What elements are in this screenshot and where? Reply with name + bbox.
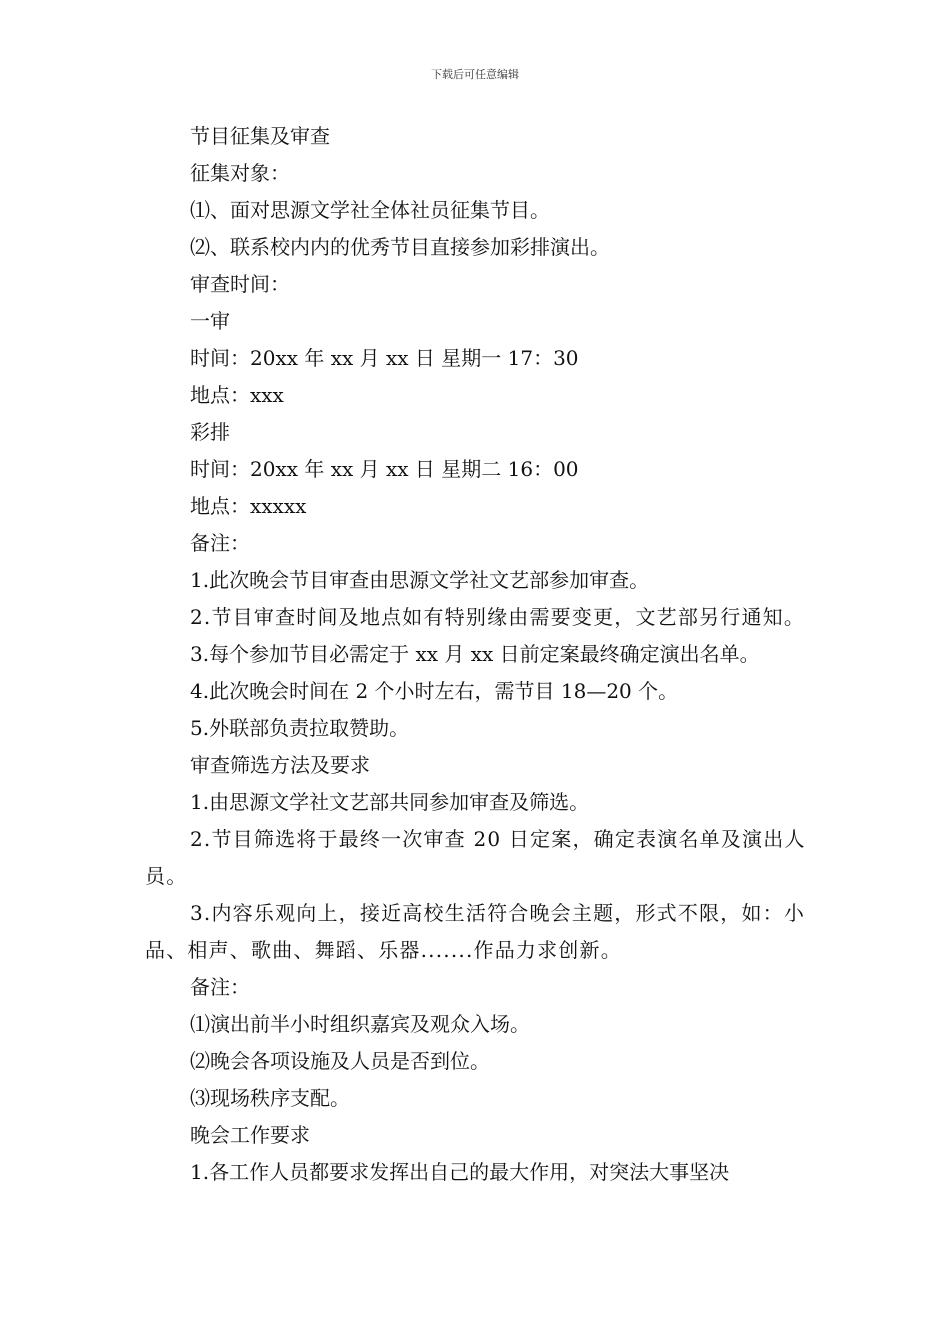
text-line: 时间：20xx 年 xx 月 xx 日 星期一 17：30 xyxy=(190,346,579,370)
text-line: 地点：xxxxx xyxy=(190,494,307,518)
text-line: 地点：xxx xyxy=(190,383,284,407)
section-heading: 节目征集及审查 xyxy=(190,124,330,148)
subheading: 审查时间： xyxy=(190,272,290,296)
subheading: 彩排 xyxy=(190,420,230,444)
list-item: 2.节目审查时间及地点如有特别缘由需要变更，文艺部另行通知。 xyxy=(190,605,806,629)
section-heading: 晚会工作要求 xyxy=(190,1123,310,1147)
list-item: ⑵晚会各项设施及人员是否到位。 xyxy=(190,1049,490,1073)
list-item: 5.外联部负责拉取赞助。 xyxy=(190,716,410,740)
list-item: ⑴、面对思源文学社全体社员征集节目。 xyxy=(190,198,550,222)
list-item: ⑶现场秩序支配。 xyxy=(190,1086,350,1110)
list-item: 2.节目筛选将于最终一次审查 20 日定案，确定表演名单及演出人员。 xyxy=(145,827,806,888)
list-item: 1.由思源文学社文艺部共同参加审查及筛选。 xyxy=(190,790,590,814)
list-item: 1.各工作人员都要求发挥出自己的最大作用，对突法大事坚决 xyxy=(190,1160,730,1184)
subheading: 备注： xyxy=(190,531,250,555)
list-item: 1.此次晚会节目审查由思源文学社文艺部参加审查。 xyxy=(190,568,650,592)
text-line: 时间：20xx 年 xx 月 xx 日 星期二 16：00 xyxy=(190,457,579,481)
page-header: 下载后可任意编辑 xyxy=(431,68,519,81)
list-item: ⑵、联系校内内的优秀节目直接参加彩排演出。 xyxy=(190,235,610,259)
section-heading: 审查筛选方法及要求 xyxy=(190,753,370,777)
list-item: 4.此次晚会时间在 2 个小时左右，需节目 18—20 个。 xyxy=(190,679,679,703)
list-item: 3.每个参加节目必需定于 xx 月 xx 日前定案最终确定演出名单。 xyxy=(190,642,760,666)
subheading: 征集对象： xyxy=(190,161,290,185)
subheading: 备注： xyxy=(190,975,250,999)
list-item: ⑴演出前半小时组织嘉宾及观众入场。 xyxy=(190,1012,530,1036)
document-body xyxy=(145,118,820,1191)
list-item: 3.内容乐观向上，接近高校生活符合晚会主题，形式不限，如：小品、相声、歌曲、舞蹈、乐器.......作品力求创新。 xyxy=(145,901,806,962)
subheading: 一审 xyxy=(190,309,230,333)
